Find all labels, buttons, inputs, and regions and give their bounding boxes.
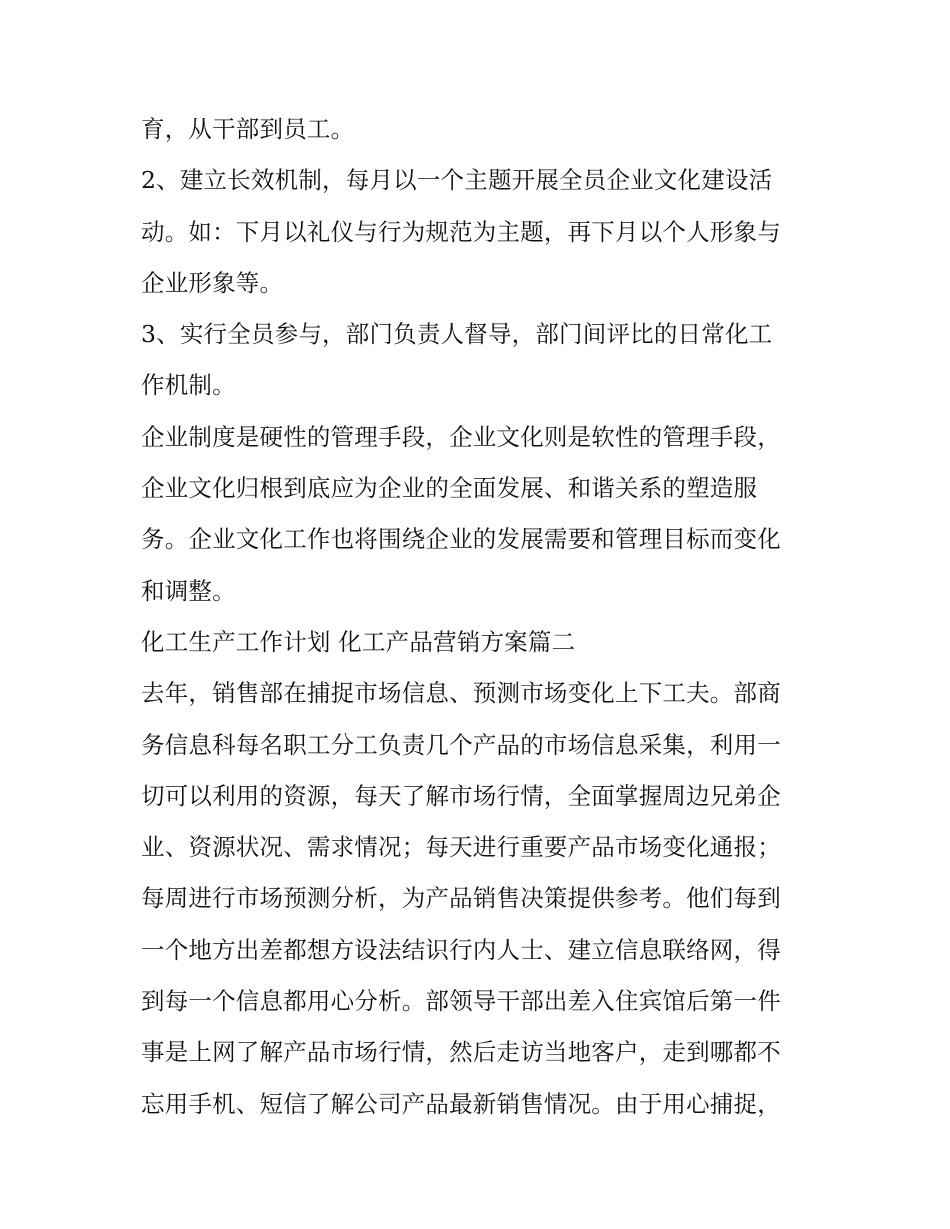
text-line: 务信息科每名职工分工负责几个产品的市场信息采集，利用一	[141, 730, 781, 759]
document-body	[141, 104, 821, 1130]
text-line: 到每一个信息都用心分析。部领导干部出差入住宾馆后第一件	[141, 987, 781, 1016]
text-line: 每周进行市场预测分析，为产品销售决策提供参考。他们每到	[141, 884, 781, 913]
text-line: 事是上网了解产品市场行情，然后走访当地客户，走到哪都不	[141, 1038, 781, 1067]
text-line: 切可以利用的资源，每天了解市场行情，全面掌握周边兄弟企	[141, 781, 781, 810]
text-line: 业、资源状况、需求情况；每天进行重要产品市场变化通报；	[141, 833, 781, 862]
text-line: 一个地方出差都想方设法结识行内人士、建立信息联络网，得	[141, 935, 781, 964]
text-line: 2、建立长效机制，每月以一个主题开展全员企业文化建设活	[141, 166, 773, 195]
text-line: 去年，销售部在捕捉市场信息、预测市场变化上下工夫。部商	[141, 679, 781, 708]
text-line: 企业形象等。	[141, 268, 284, 297]
text-line: 育，从干部到员工。	[141, 115, 355, 143]
text-line: 企业文化归根到底应为企业的全面发展、和谐关系的塑造服	[141, 474, 758, 503]
text-line: 务。企业文化工作也将围绕企业的发展需要和管理目标而变化	[141, 525, 781, 554]
text-line: 和调整。	[141, 576, 236, 605]
text-line: 3、实行全员参与，部门负责人督导，部门间评比的日常化工	[141, 320, 773, 349]
text-line: 忘用手机、短信了解公司产品最新销售情况。由于用心捕捉，	[141, 1089, 781, 1118]
text-line: 动。如：下月以礼仪与行为规范为主题，再下月以个人形象与	[141, 217, 781, 246]
text-line: 企业制度是硬性的管理手段，企业文化则是软性的管理手段，	[141, 422, 781, 451]
section-heading: 化工生产工作计划 化工产品营销方案篇二	[141, 627, 576, 656]
text-line: 作机制。	[141, 371, 236, 400]
